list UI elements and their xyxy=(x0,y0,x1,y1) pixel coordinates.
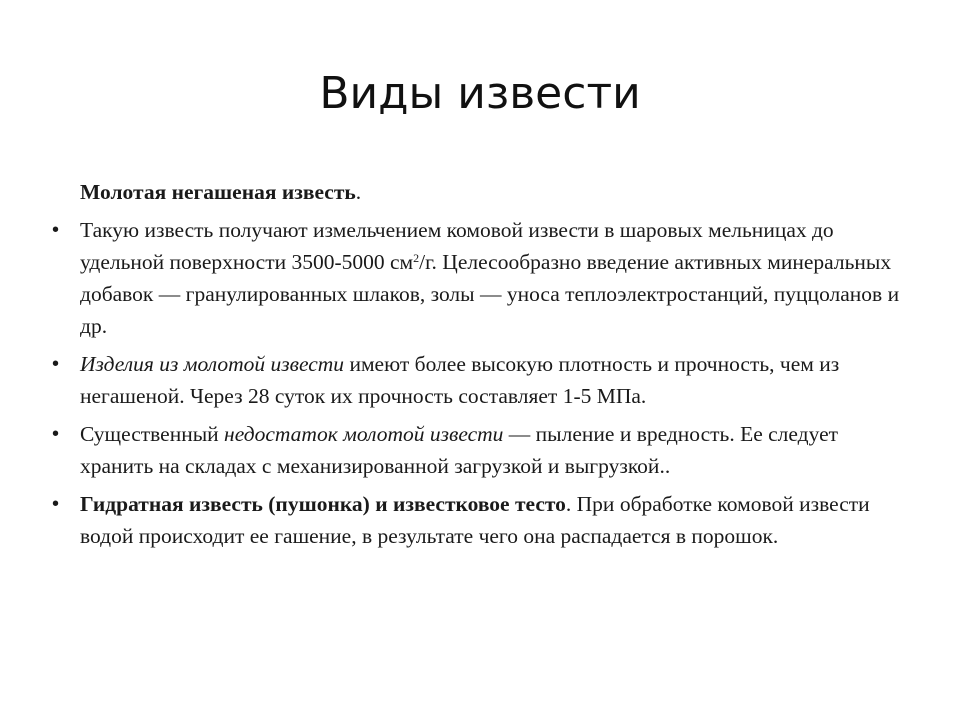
superscript: 2 xyxy=(413,251,420,265)
paragraph-text: . При обработке комовой извести водой происходит ее гашение, в результате чего она распадается в порошок. xyxy=(80,492,870,548)
bullet-icon: • xyxy=(52,493,60,515)
paragraph-text: . xyxy=(355,180,362,204)
paragraph-text: /г. Целесообразно введение активных минеральных добавок — гранулированных шлаков, золы — уноса теплоэлектростанций, пуццоланов и др. xyxy=(80,250,900,338)
bullet-icon: • xyxy=(52,423,60,445)
bullet-icon: • xyxy=(52,353,60,375)
italic-phrase: недостаток молотой извести xyxy=(224,422,504,446)
paragraph-heading-ground-quicklime xyxy=(52,176,912,208)
list-item-drawback xyxy=(52,418,912,482)
italic-lead: Изделия из молотой извести xyxy=(80,352,345,376)
bold-lead: Гидратная известь (пушонка) и известковое тесто xyxy=(80,492,566,516)
list-item-hydrated-lime xyxy=(52,488,912,552)
slide-title: Виды извести xyxy=(319,68,641,119)
paragraph-text: имеют более высокую плотность и прочность, чем из негашеной. Через 28 суток их прочность составляет 1-5 МПа. xyxy=(80,352,840,408)
paragraph-text: Существенный xyxy=(80,422,225,446)
bold-lead: Молотая негашеная известь xyxy=(80,180,356,204)
paragraph-text: Такую известь получают измельчением комовой извести в шаровых мельницах до удельной поверхности 3500-5000 см xyxy=(80,218,834,274)
slide-body xyxy=(52,176,912,558)
list-item-products xyxy=(52,348,912,412)
list-item-production xyxy=(52,214,912,342)
bullet-icon: • xyxy=(52,219,60,241)
paragraph-text: — пыление и вредность. Ее следует хранить на складах с механизированной загрузкой и выгрузкой.. xyxy=(80,422,839,478)
